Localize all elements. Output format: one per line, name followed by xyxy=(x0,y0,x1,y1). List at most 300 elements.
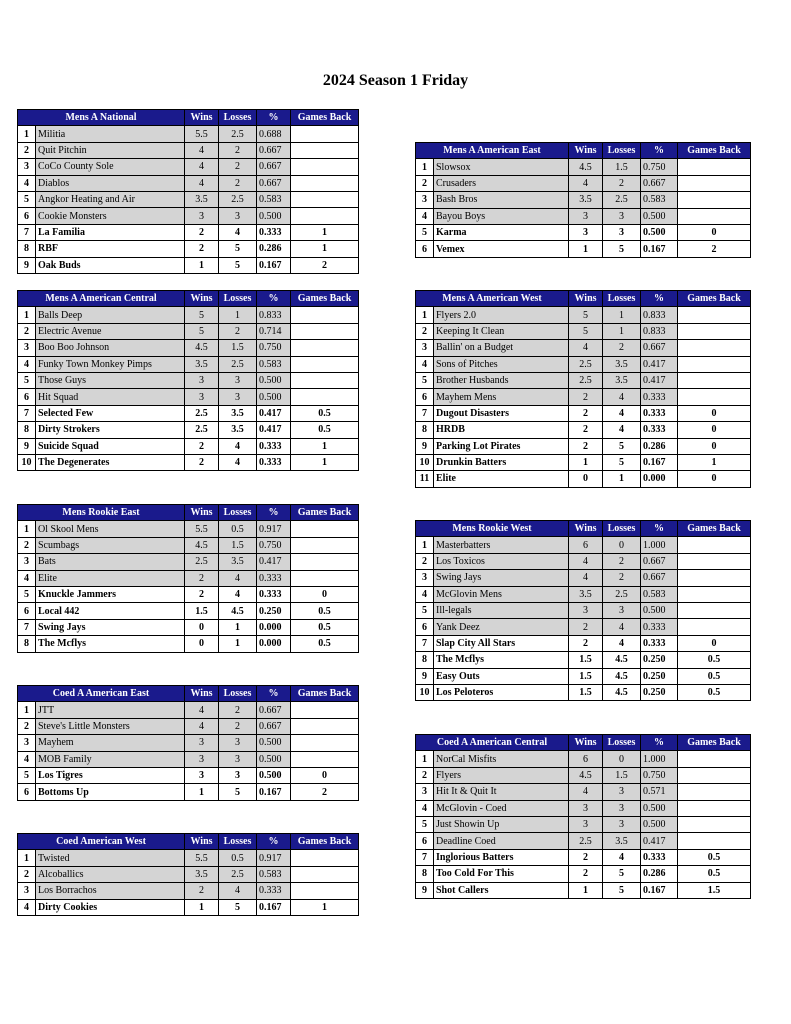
wins-cell: 5 xyxy=(185,323,219,339)
rank-cell: 2 xyxy=(416,323,434,339)
table-row xyxy=(18,159,359,175)
pct-cell: 0.250 xyxy=(641,668,678,684)
losses-cell: 4 xyxy=(603,389,641,405)
rank-cell: 3 xyxy=(416,192,434,208)
team-name: Sons of Pitches xyxy=(434,356,569,372)
games-back-cell xyxy=(678,570,751,586)
pct-header: % xyxy=(641,291,678,307)
rank-cell: 2 xyxy=(18,718,36,734)
pct-cell: 0.000 xyxy=(641,471,678,487)
rank-cell: 1 xyxy=(416,537,434,553)
losses-cell: 5 xyxy=(219,241,257,257)
standings-table xyxy=(17,685,359,801)
losses-cell: 4 xyxy=(603,849,641,865)
games-back-cell xyxy=(291,866,359,882)
table-row xyxy=(416,422,751,438)
table-header-row xyxy=(416,735,751,751)
table-row xyxy=(18,191,359,207)
wins-header: Wins xyxy=(185,505,219,521)
pct-cell: 0.167 xyxy=(257,899,291,915)
pct-cell: 0.917 xyxy=(257,850,291,866)
team-name: The Mcflys xyxy=(36,636,185,652)
table-row xyxy=(18,767,359,783)
table-row xyxy=(416,586,751,602)
team-name: JTT xyxy=(36,702,185,718)
table-row xyxy=(416,833,751,849)
losses-cell: 4.5 xyxy=(603,652,641,668)
table-row xyxy=(18,438,359,454)
team-name: Hit It & Quit It xyxy=(434,784,569,800)
wins-cell: 2 xyxy=(185,224,219,240)
table-row xyxy=(416,784,751,800)
wins-cell: 2 xyxy=(185,241,219,257)
team-name: Mayhem xyxy=(36,735,185,751)
rank-cell: 1 xyxy=(18,702,36,718)
table-row xyxy=(18,422,359,438)
wins-cell: 4 xyxy=(569,784,603,800)
losses-cell: 0.5 xyxy=(219,521,257,537)
losses-header: Losses xyxy=(219,505,257,521)
team-name: McGlovin - Coed xyxy=(434,800,569,816)
wins-cell: 3 xyxy=(569,800,603,816)
standings-table xyxy=(17,504,359,653)
rank-cell: 4 xyxy=(18,175,36,191)
wins-cell: 1 xyxy=(569,882,603,898)
rank-cell: 8 xyxy=(416,422,434,438)
standings-table xyxy=(17,109,359,274)
games-back-cell: 1 xyxy=(291,454,359,470)
rank-cell: 8 xyxy=(18,636,36,652)
games-back-cell xyxy=(678,537,751,553)
table-row xyxy=(416,372,751,388)
games-back-cell xyxy=(291,208,359,224)
pct-cell: 0.167 xyxy=(257,784,291,800)
pct-cell: 0.417 xyxy=(257,422,291,438)
wins-cell: 4.5 xyxy=(569,159,603,175)
team-name: Elite xyxy=(36,570,185,586)
games-back-cell xyxy=(678,323,751,339)
games-back-cell xyxy=(291,702,359,718)
wins-cell: 4 xyxy=(185,175,219,191)
pct-cell: 0.333 xyxy=(641,405,678,421)
games-back-cell xyxy=(291,389,359,405)
losses-cell: 3.5 xyxy=(603,833,641,849)
table-row xyxy=(18,389,359,405)
team-name: Ol Skool Mens xyxy=(36,521,185,537)
pct-cell: 0.333 xyxy=(257,224,291,240)
losses-cell: 1 xyxy=(219,307,257,323)
standings-table xyxy=(415,734,751,899)
table-row xyxy=(416,800,751,816)
table-row xyxy=(416,767,751,783)
pct-cell: 0.583 xyxy=(257,356,291,372)
games-back-cell: 0.5 xyxy=(678,652,751,668)
games-back-cell xyxy=(678,356,751,372)
team-name: Slap City All Stars xyxy=(434,635,569,651)
games-back-cell xyxy=(678,586,751,602)
wins-cell: 3 xyxy=(185,735,219,751)
rank-cell: 2 xyxy=(18,537,36,553)
pct-cell: 0.667 xyxy=(641,175,678,191)
team-name: Yank Deez xyxy=(434,619,569,635)
page-title: 2024 Season 1 Friday xyxy=(322,72,469,89)
pct-cell: 0.333 xyxy=(641,422,678,438)
pct-cell: 0.833 xyxy=(257,307,291,323)
rank-cell: 2 xyxy=(18,142,36,158)
pct-cell: 0.750 xyxy=(257,340,291,356)
rank-cell: 2 xyxy=(416,767,434,783)
team-name: HRDB xyxy=(434,422,569,438)
table-row xyxy=(18,850,359,866)
table-row xyxy=(416,192,751,208)
table-row xyxy=(416,208,751,224)
table-row xyxy=(18,257,359,273)
pct-header: % xyxy=(641,521,678,537)
losses-cell: 4 xyxy=(603,405,641,421)
games-back-cell xyxy=(291,883,359,899)
team-name: Suicide Squad xyxy=(36,438,185,454)
team-name: Bayou Boys xyxy=(434,208,569,224)
pct-cell: 0.286 xyxy=(641,438,678,454)
games-back-cell xyxy=(678,159,751,175)
team-name: Shot Callers xyxy=(434,882,569,898)
losses-cell: 5 xyxy=(219,899,257,915)
rank-cell: 5 xyxy=(416,224,434,240)
rank-cell: 7 xyxy=(416,849,434,865)
wins-header: Wins xyxy=(185,686,219,702)
table-row xyxy=(18,718,359,734)
wins-cell: 0 xyxy=(185,636,219,652)
games-back-header: Games Back xyxy=(678,521,751,537)
games-back-cell: 0 xyxy=(678,405,751,421)
games-back-cell xyxy=(291,340,359,356)
wins-cell: 2.5 xyxy=(569,833,603,849)
pct-cell: 0.714 xyxy=(257,323,291,339)
table-row xyxy=(416,553,751,569)
games-back-cell: 0.5 xyxy=(678,849,751,865)
table-row xyxy=(416,159,751,175)
wins-cell: 5 xyxy=(569,323,603,339)
wins-header: Wins xyxy=(569,735,603,751)
games-back-cell: 0 xyxy=(291,767,359,783)
table-header-row xyxy=(18,505,359,521)
wins-cell: 5 xyxy=(569,307,603,323)
wins-cell: 5.5 xyxy=(185,850,219,866)
team-name: Los Tigres xyxy=(36,767,185,783)
games-back-header: Games Back xyxy=(291,686,359,702)
wins-cell: 0 xyxy=(185,619,219,635)
standings-table xyxy=(415,142,751,258)
wins-cell: 4 xyxy=(185,702,219,718)
table-row xyxy=(18,307,359,323)
team-name: Crusaders xyxy=(434,175,569,191)
pct-cell: 0.667 xyxy=(257,702,291,718)
table-row xyxy=(416,175,751,191)
games-back-cell: 0 xyxy=(678,422,751,438)
wins-cell: 3 xyxy=(569,208,603,224)
games-back-cell xyxy=(678,175,751,191)
games-back-cell xyxy=(678,602,751,618)
pct-cell: 0.250 xyxy=(257,603,291,619)
losses-cell: 2.5 xyxy=(603,586,641,602)
games-back-cell: 0 xyxy=(291,586,359,602)
team-name: Los Borrachos xyxy=(36,883,185,899)
pct-cell: 0.167 xyxy=(257,257,291,273)
team-name: Flyers 2.0 xyxy=(434,307,569,323)
team-name: RBF xyxy=(36,241,185,257)
team-name: CoCo County Sole xyxy=(36,159,185,175)
table-row xyxy=(416,866,751,882)
losses-header: Losses xyxy=(219,291,257,307)
wins-cell: 1 xyxy=(569,454,603,470)
rank-cell: 1 xyxy=(416,159,434,175)
rank-cell: 5 xyxy=(18,191,36,207)
wins-cell: 1.5 xyxy=(569,684,603,700)
rank-cell: 8 xyxy=(416,866,434,882)
losses-cell: 3 xyxy=(219,389,257,405)
wins-cell: 2 xyxy=(569,866,603,882)
pct-cell: 0.333 xyxy=(257,438,291,454)
wins-cell: 5.5 xyxy=(185,521,219,537)
pct-cell: 0.500 xyxy=(257,735,291,751)
rank-cell: 10 xyxy=(18,454,36,470)
pct-cell: 0.583 xyxy=(257,191,291,207)
standings-table xyxy=(415,520,751,701)
team-name: The Degenerates xyxy=(36,454,185,470)
team-name: Militia xyxy=(36,126,185,142)
table-header-row xyxy=(18,291,359,307)
wins-cell: 5 xyxy=(185,307,219,323)
wins-header: Wins xyxy=(185,834,219,850)
games-back-cell: 0.5 xyxy=(291,405,359,421)
rank-cell: 4 xyxy=(416,356,434,372)
games-back-header: Games Back xyxy=(291,110,359,126)
pct-cell: 0.333 xyxy=(641,619,678,635)
losses-cell: 3 xyxy=(603,602,641,618)
games-back-cell xyxy=(678,833,751,849)
rank-cell: 5 xyxy=(416,816,434,832)
wins-cell: 1 xyxy=(185,899,219,915)
table-row xyxy=(18,554,359,570)
games-back-cell: 0.5 xyxy=(678,668,751,684)
pct-cell: 0.333 xyxy=(641,849,678,865)
games-back-cell: 2 xyxy=(678,241,751,257)
games-back-cell: 0.5 xyxy=(678,866,751,882)
games-back-cell xyxy=(291,307,359,323)
team-name: Dirty Cookies xyxy=(36,899,185,915)
games-back-cell xyxy=(678,372,751,388)
games-back-cell: 1.5 xyxy=(678,882,751,898)
games-back-cell xyxy=(678,307,751,323)
wins-cell: 5.5 xyxy=(185,126,219,142)
pct-cell: 0.417 xyxy=(641,372,678,388)
team-name: Diablos xyxy=(36,175,185,191)
losses-cell: 1.5 xyxy=(219,537,257,553)
games-back-cell xyxy=(291,521,359,537)
team-name: La Familia xyxy=(36,224,185,240)
losses-cell: 4 xyxy=(603,422,641,438)
pct-cell: 0.333 xyxy=(641,389,678,405)
games-back-cell: 0 xyxy=(678,635,751,651)
rank-cell: 4 xyxy=(416,586,434,602)
team-name: Inglorious Batters xyxy=(434,849,569,865)
rank-cell: 3 xyxy=(416,340,434,356)
table-row xyxy=(18,586,359,602)
rank-cell: 7 xyxy=(416,405,434,421)
rank-cell: 3 xyxy=(18,735,36,751)
team-name: Cookie Monsters xyxy=(36,208,185,224)
division-header: Mens A American East xyxy=(416,143,569,159)
team-name: Swing Jays xyxy=(434,570,569,586)
wins-cell: 4.5 xyxy=(569,767,603,783)
losses-cell: 3.5 xyxy=(603,356,641,372)
rank-cell: 9 xyxy=(416,438,434,454)
table-row xyxy=(18,636,359,652)
table-row xyxy=(18,405,359,421)
table-header-row xyxy=(416,143,751,159)
team-name: Ballin' on a Budget xyxy=(434,340,569,356)
rank-cell: 4 xyxy=(416,208,434,224)
games-back-cell: 0 xyxy=(678,438,751,454)
pct-header: % xyxy=(641,143,678,159)
losses-cell: 5 xyxy=(603,241,641,257)
rank-cell: 4 xyxy=(18,356,36,372)
team-name: NorCal Misfits xyxy=(434,751,569,767)
team-name: Flyers xyxy=(434,767,569,783)
losses-cell: 0 xyxy=(603,751,641,767)
table-row xyxy=(18,883,359,899)
games-back-cell: 2 xyxy=(291,784,359,800)
table-row xyxy=(416,356,751,372)
table-row xyxy=(18,784,359,800)
wins-cell: 3 xyxy=(569,816,603,832)
games-back-cell xyxy=(678,619,751,635)
table-row xyxy=(416,849,751,865)
table-row xyxy=(416,652,751,668)
table-row xyxy=(416,816,751,832)
games-back-header: Games Back xyxy=(291,505,359,521)
wins-cell: 2 xyxy=(185,438,219,454)
games-back-cell xyxy=(678,751,751,767)
pct-cell: 0.667 xyxy=(257,718,291,734)
losses-cell: 1.5 xyxy=(603,159,641,175)
team-name: Boo Boo Johnson xyxy=(36,340,185,356)
losses-cell: 3.5 xyxy=(219,554,257,570)
pct-cell: 0.417 xyxy=(641,356,678,372)
losses-cell: 2 xyxy=(603,553,641,569)
wins-cell: 1 xyxy=(569,241,603,257)
pct-cell: 0.500 xyxy=(257,767,291,783)
pct-cell: 0.667 xyxy=(257,175,291,191)
table-row xyxy=(416,619,751,635)
losses-cell: 2.5 xyxy=(219,126,257,142)
rank-cell: 6 xyxy=(18,208,36,224)
wins-cell: 4 xyxy=(569,175,603,191)
games-back-cell xyxy=(291,356,359,372)
wins-cell: 6 xyxy=(569,751,603,767)
wins-cell: 1 xyxy=(185,257,219,273)
wins-cell: 4.5 xyxy=(185,340,219,356)
losses-cell: 4 xyxy=(219,586,257,602)
table-row xyxy=(18,372,359,388)
losses-cell: 5 xyxy=(219,784,257,800)
rank-cell: 11 xyxy=(416,471,434,487)
team-name: Just Showin Up xyxy=(434,816,569,832)
losses-cell: 3 xyxy=(219,372,257,388)
team-name: Dugout Disasters xyxy=(434,405,569,421)
pct-cell: 0.000 xyxy=(257,636,291,652)
team-name: Los Toxicos xyxy=(434,553,569,569)
wins-cell: 4 xyxy=(185,142,219,158)
team-name: Hit Squad xyxy=(36,389,185,405)
table-row xyxy=(416,635,751,651)
losses-cell: 2 xyxy=(219,323,257,339)
games-back-cell xyxy=(678,340,751,356)
wins-cell: 3 xyxy=(569,602,603,618)
wins-cell: 2 xyxy=(569,389,603,405)
table-row xyxy=(18,735,359,751)
wins-cell: 4 xyxy=(569,340,603,356)
rank-cell: 3 xyxy=(416,784,434,800)
pct-cell: 0.500 xyxy=(257,372,291,388)
pct-cell: 0.583 xyxy=(257,866,291,882)
rank-cell: 1 xyxy=(416,307,434,323)
losses-cell: 5 xyxy=(603,454,641,470)
division-header: Mens A American West xyxy=(416,291,569,307)
games-back-cell xyxy=(678,208,751,224)
wins-cell: 2 xyxy=(569,405,603,421)
team-name: Local 442 xyxy=(36,603,185,619)
team-name: Too Cold For This xyxy=(434,866,569,882)
losses-cell: 3 xyxy=(603,784,641,800)
rank-cell: 2 xyxy=(18,866,36,882)
rank-cell: 3 xyxy=(18,883,36,899)
games-back-cell: 0.5 xyxy=(291,422,359,438)
team-name: McGlovin Mens xyxy=(434,586,569,602)
pct-cell: 0.333 xyxy=(257,883,291,899)
table-row xyxy=(416,340,751,356)
losses-cell: 4 xyxy=(219,224,257,240)
wins-cell: 1.5 xyxy=(185,603,219,619)
team-name: Masterbatters xyxy=(434,537,569,553)
table-row xyxy=(416,537,751,553)
losses-cell: 3 xyxy=(603,208,641,224)
wins-cell: 3 xyxy=(185,372,219,388)
losses-cell: 3 xyxy=(219,735,257,751)
team-name: Drunkin Batters xyxy=(434,454,569,470)
rank-cell: 8 xyxy=(18,241,36,257)
pct-cell: 0.333 xyxy=(641,635,678,651)
rank-cell: 9 xyxy=(18,438,36,454)
games-back-header: Games Back xyxy=(678,143,751,159)
table-row xyxy=(18,702,359,718)
losses-header: Losses xyxy=(219,834,257,850)
losses-header: Losses xyxy=(219,686,257,702)
losses-cell: 3 xyxy=(219,751,257,767)
games-back-cell xyxy=(291,751,359,767)
wins-cell: 2.5 xyxy=(185,554,219,570)
rank-cell: 7 xyxy=(18,619,36,635)
wins-header: Wins xyxy=(569,291,603,307)
pct-cell: 1.000 xyxy=(641,751,678,767)
division-header: Mens A National xyxy=(18,110,185,126)
table-row xyxy=(18,899,359,915)
games-back-cell: 0.5 xyxy=(291,619,359,635)
wins-cell: 3 xyxy=(185,767,219,783)
pct-cell: 0.833 xyxy=(641,307,678,323)
rank-cell: 6 xyxy=(416,241,434,257)
team-name: Los Peloteros xyxy=(434,684,569,700)
